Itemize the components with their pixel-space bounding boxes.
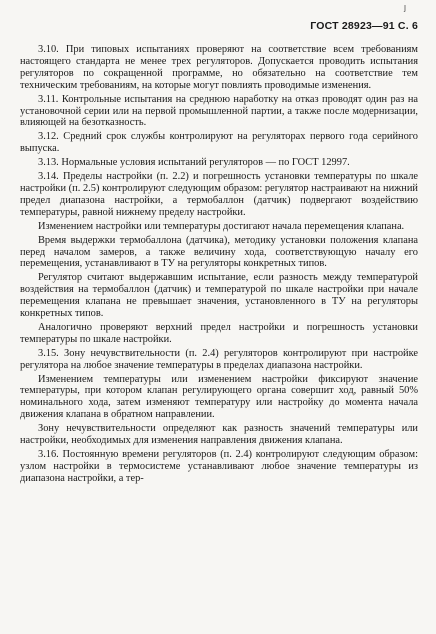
paragraph: 3.10. При типовых испытаниях проверяют на соответствие всем требованиям настоящего стандарта не менее трех регуляторов. Допускается проводить испытания регуляторов по сокращенной программе, но обязательно на соответствие тем техническим требованиям, на которые могут повлиять проводимые изменения. (20, 44, 418, 91)
paragraph: 3.16. Постоянную времени регуляторов (п. 2.4) контролируют следующим образом: узлом настройки в термосистеме устанавливают любое значение температуры из диапазона настройки, а тер- (20, 449, 418, 484)
paragraph: Время выдержки термобаллона (датчика), методику установки положения клапана перед началом замеров, а также величину хода, соответствующую началу его перемещения, устанавливают в ТУ на регуляторы конкретных типов. (20, 234, 418, 270)
document-body (20, 44, 418, 487)
paragraph: Зону нечувствительности определяют как разность значений температуры или настройки, необходимых для изменения направления движения клапана. (20, 423, 418, 447)
paragraph: 3.14. Пределы настройки (п. 2.2) и погрешность установки температуры по шкале настройки (п. 2.5) контролируют следующим образом: регулятор настраивают на нижний предел диапазона настройки, а термобаллон (датчик) подвергают воздействию температуры, равной нижнему пределу настройки. (20, 171, 418, 218)
page-header: ГОСТ 28923—91 С. 6 (310, 20, 418, 32)
paragraph: 3.13. Нормальные условия испытаний регуляторов — по ГОСТ 12997. (38, 157, 350, 169)
paragraph: Регулятор считают выдержавшим испытание, если разность между температурой воздействия на термобаллон (датчик) и температурой по шкале настройки при начале перемещения клапана не превышает значения, установленного в ТУ на регуляторы конкретных типов. (20, 272, 418, 320)
paragraph: 3.11. Контрольные испытания на среднюю наработку на отказ проводят один раз на установочной серии или на первой промышленной партии, а также после модернизации, влияющей на безотказность. (20, 93, 418, 129)
paragraph: Изменением температуры или изменением настройки фиксируют значение температуры, при котором клапан регулирующего органа совершит ход, равный 50% номинального хода, затем изменяют температуру или настройку до момента начала движения клапана в обратном направлении. (20, 373, 418, 421)
paragraph: Аналогично проверяют верхний предел настройки и погрешность установки температуры по шкале настройки. (20, 321, 418, 345)
paragraph: Изменением настройки или температуры достигают начала перемещения клапана. (38, 220, 405, 232)
paragraph: 3.15. Зону нечувствительности (п. 2.4) регуляторов контролируют при настройке регулятора на любое значение температуры в пределах диапазона настройки. (20, 347, 418, 371)
corner-mark: ȷ (404, 2, 406, 12)
paragraph: 3.12. Средний срок службы контролируют на регуляторах первого года серийного выпуска. (20, 131, 418, 155)
